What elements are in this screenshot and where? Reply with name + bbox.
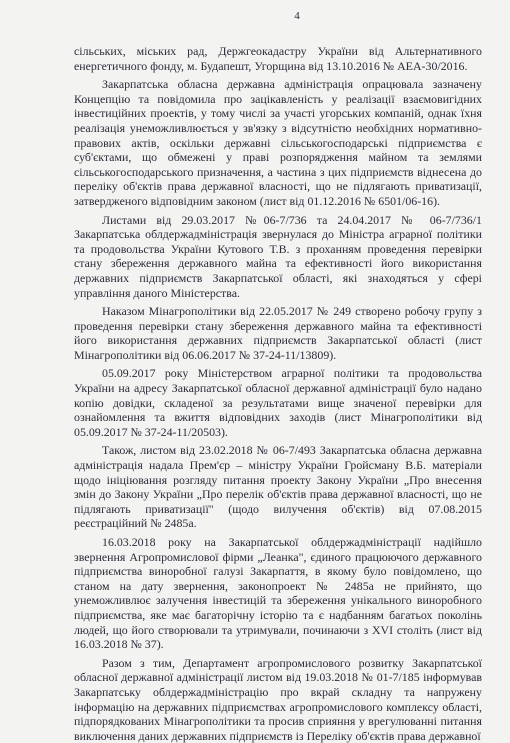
paragraph-2: Закарпатська обласна державна адміністрація опрацювала зазначену Концепцію та повідомила про зацікавленість у реалізації взаємовигідних інвестиційних проектів, у тому числі за участі угорських компаній, однак їхня реалізація унеможливлюється у зв'язку з відсутністю необхідних нормативно-правових актів, оскільки державні сільськогосподарські підприємства є суб'єктами, що обмежені у праві розпорядження майном та землями сільськогосподарського призначення, а частина з цих підприємств віднесена до переліку об'єктів права державної власності, що не підлягають приватизації, затвердженого відповідним законом (лист від 01.12.2016 № 6501/06-16). bbox=[74, 77, 482, 208]
paragraph-4: Наказом Мінагрополітики від 22.05.2017 № 249 створено робочу групу з проведення перевірки стану збереження державного майна та ефективності його використання державних підприємств Закарпатської області (лист Мінагрополітики від 06.06.2017 № 37-24-11/13809). bbox=[74, 304, 482, 362]
paragraph-8: Разом з тим, Департамент агропромислового розвитку Закарпатської обласної державної адміністрації листом від 19.03.2018 № 01-7/185 інформував Закарпатську облдержадміністрацію про вкрай складну та напружену інформацію на державних підприємствах агропромислового комплексу області, підпорядкованих Мінагрополітики та просив сприяння у врегулюванні питання виключення даних державних підприємств із Переліку об'єктів права державної bbox=[74, 655, 482, 743]
page-number: 4 bbox=[294, 10, 300, 22]
document-body bbox=[74, 44, 482, 743]
paragraph-7: 16.03.2018 року на Закарпатської облдержадміністрації надійшло звернення Агропромислової фірми „Леанка", єдиного працюючого державного підприємства виноробної галузі Закарпаття, в якому було повідомлено, що станом на дату звернення, законопроект № 2485а не прийнято, що унеможливлює залучення інвестицій та збереження унікального виноробного підприємства, яке має багаторічну історію та є надбанням багатьох поколінь людей, що його створювали та утримували, починаючи з XVI століть (лист від 16.03.2018 № 37). bbox=[74, 535, 482, 652]
paragraph-6: Також, листом від 23.02.2018 № 06-7/493 Закарпатська обласна державна адміністрація надала Прем'єр – міністру України Гройсману В.Б. матеріали щодо ініціювання розгляду питання проекту Закону України „Про внесення змін до Закону України „Про перелік об'єктів права державної власності, що не підлягають приватизації" (щодо вилучення об'єктів) від 07.08.2015 реєстраційний № 2485а. bbox=[74, 443, 482, 531]
paragraph-1: сільських, міських рад, Держгеокадастру України від Альтернативного енергетичного фонду, м. Будапешт, Угорщина від 13.10.2016 № АЕА-30/2016. bbox=[74, 44, 482, 73]
paragraph-3: Листами від 29.03.2017 №06-7/736 та 24.04.2017 № 06-7/736/1 Закарпатська облдержадміністрація звернулася до Міністра аграрної політики та продовольства України Кутового Т.В. з проханням проведення перевірки стану збереження державного майна та ефективності його використання державних підприємств Закарпатської області, які знаходяться у сфері управління даного Міністерства. bbox=[74, 212, 482, 300]
paragraph-5: 05.09.2017 року Міністерством аграрної політики та продовольства України на адресу Закарпатської обласної державної адміністрації було надано копію довідки, складеної за результатами вище значеної перевірки для ознайомлення та вжиття відповідних заходів (лист Мінагрополітики від 05.09.2017 № 37-24-11/20503). bbox=[74, 366, 482, 439]
